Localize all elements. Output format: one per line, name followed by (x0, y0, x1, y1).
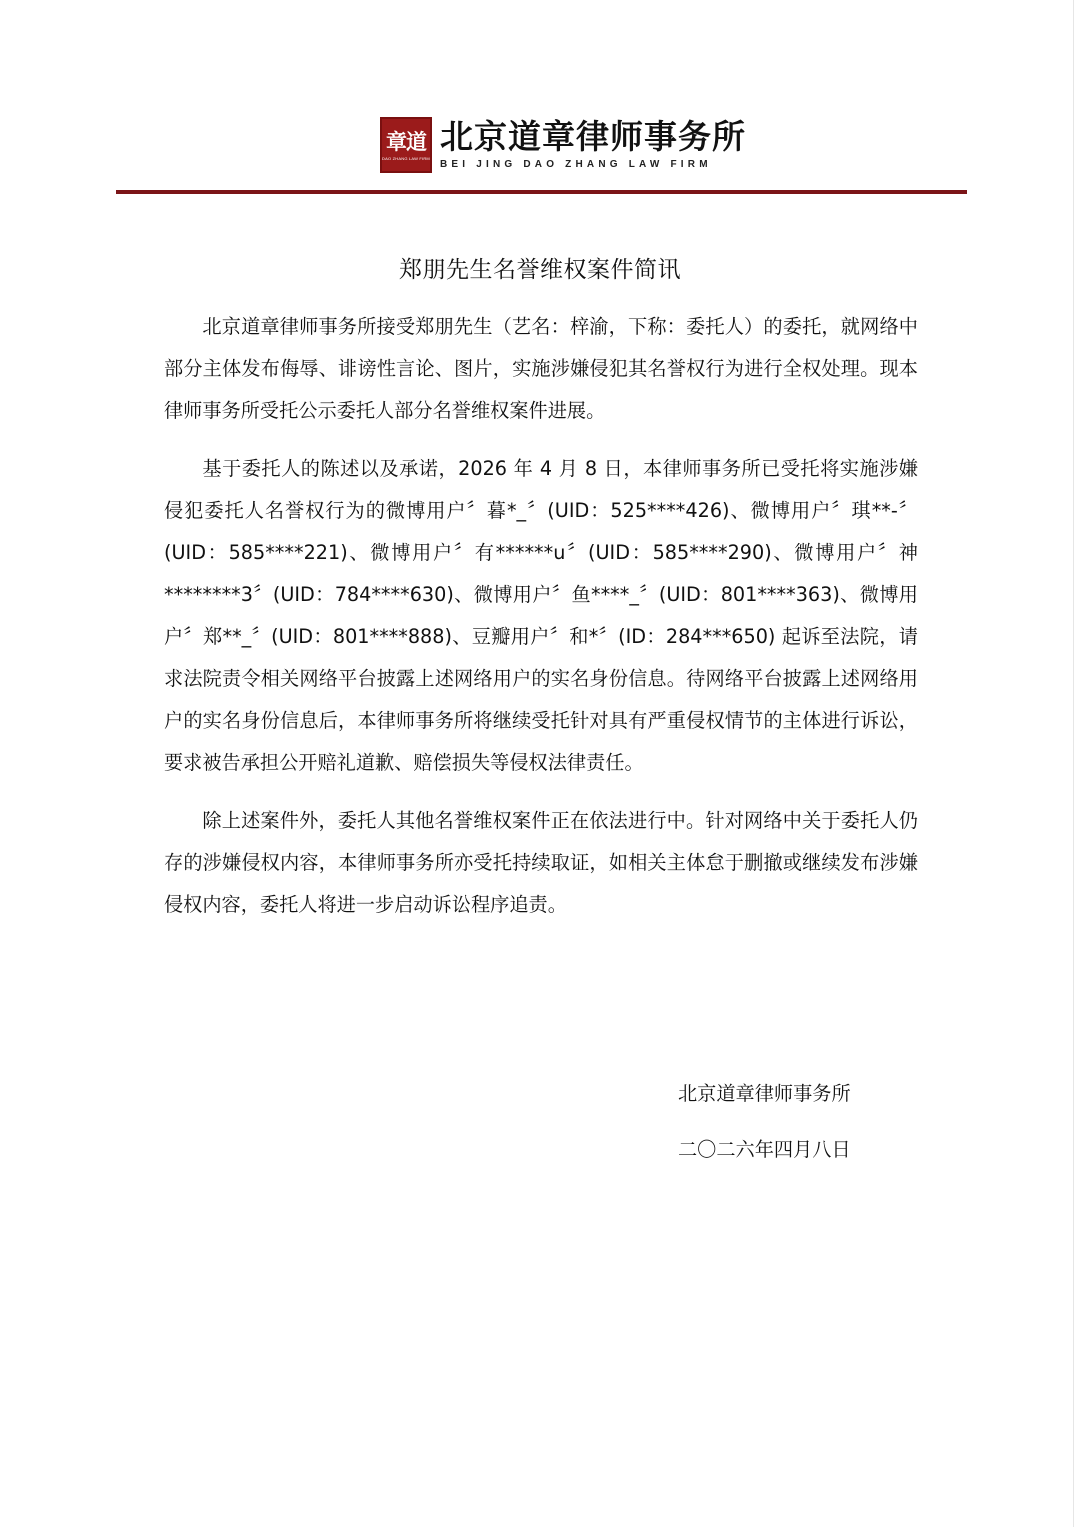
document-title: 郑朋先生名誉维权案件简讯 (399, 257, 681, 283)
paragraph-ongoing: 除上述案件外，委托人其他名誉维权案件正在依法进行中。针对网络中关于委托人仍存的涉嫌侵权内容，本律师事务所亦受托持续取证，如相关主体怠于删撤或继续发布涉嫌侵权内容，委托人将进一步启动诉讼程序追责。 (164, 809, 918, 916)
watermark (916, 1489, 1066, 1513)
seal-subtext: DAO ZHANG LAW FIRM (382, 155, 430, 161)
page-edge (1073, 0, 1074, 1527)
letterhead (380, 112, 746, 178)
firm-seal-logo (380, 117, 432, 173)
firm-name-chinese: 北京道章律师事务所 (440, 117, 746, 156)
seal-characters: 章道 (386, 128, 426, 154)
paragraph-intro: 北京道章律师事务所接受郑朋先生（艺名：梓渝，下称：委托人）的委托，就网络中部分主体发布侮辱、诽谤性言论、图片，实施涉嫌侵犯其名誉权行为进行全权处理。现本律师事务所受托公示委托人部分名誉维权案件进展。 (164, 315, 918, 422)
header-divider (116, 190, 967, 194)
paragraph-lawsuit: 基于委托人的陈述以及承诺，2026 年 4 月 8 日，本律师事务所已受托将实施涉嫌侵犯委托人名誉权行为的微博用户〞暮*_〞(UID：525****426)、微博用户〞琪**-〞(UID：585****221)、微博用户〞有******u〞(UID：585****290)、微博用户〞神********3〞(UID：784****630)、微博用户〞鱼****_〞(UID：801****363)、微博用户〞郑**_〞(UID：801****888)、豆瓣用户〞和*〞(ID：284***650) 起诉至法院，请求法院责令相关网络平台披露上述网络用户的实名身份信息。待网络平台披露上述网络用户的实名身份信息后，本律师事务所将继续受托针对具有严重侵权情节的主体进行诉讼，要求被告承担公开赔礼道歉、赔偿损失等侵权法律责任。 (164, 457, 918, 774)
firm-name-english: BEI JING DAO ZHANG LAW FIRM (440, 159, 712, 170)
signature-block (678, 1066, 851, 1178)
document-body (164, 306, 918, 942)
firm-names (440, 118, 746, 172)
signature-firm: 北京道章律师事务所 (678, 1082, 851, 1105)
signature-date: 二〇二六年四月八日 (678, 1138, 851, 1161)
